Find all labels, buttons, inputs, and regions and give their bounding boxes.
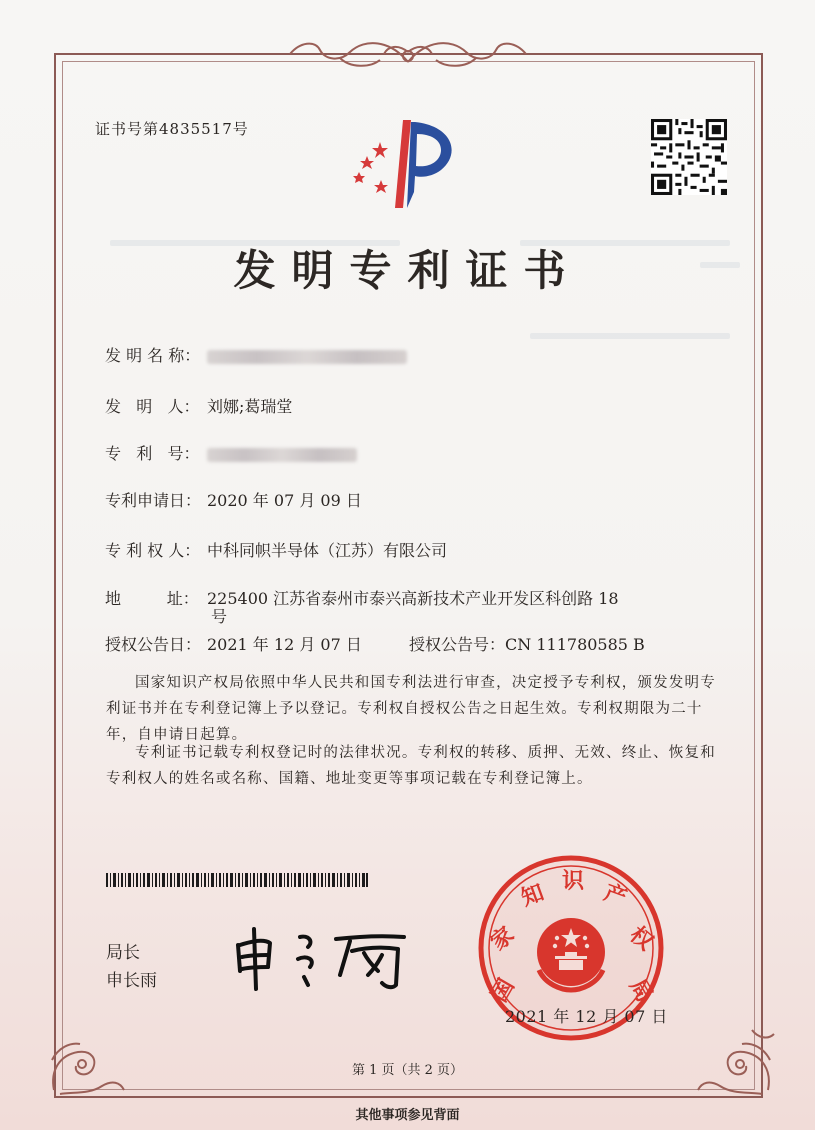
patentee-label: 专 利 权 人：: [105, 541, 201, 560]
publication-number-row: [409, 632, 645, 655]
redacted-patent-number: [207, 448, 357, 462]
cnipa-logo-icon: [345, 112, 470, 212]
inventor-label: 发 明 人：: [105, 397, 200, 416]
top-ornament: [280, 32, 536, 72]
director-title: 局长: [106, 943, 140, 963]
director-name: 申长雨: [106, 971, 157, 991]
filing-date-value: 2020 年 07 月 09 日: [207, 491, 362, 510]
patentee-value: 中科同帜半导体（江苏）有限公司: [207, 541, 448, 560]
publication-number-label: 授权公告号：: [409, 635, 506, 654]
seal-char: 局: [624, 974, 657, 1007]
certificate-title: 发明专利证书: [233, 246, 582, 295]
patent-number-row: [105, 441, 357, 464]
body-paragraph-1: 国家知识产权局依照中华人民共和国专利法进行审查，决定授予专利权，颁发发明专利证书并在专利登记簿上予以登记。专利权自授权公告之日起生效。专利权期限为二十年，自申请日起算。: [106, 675, 716, 743]
invention-name-label: 发 明 名 称：: [105, 346, 201, 365]
bottom-right-ornament: [692, 1010, 782, 1100]
address-value-line2: 号: [211, 607, 228, 626]
seal-char: 识: [561, 869, 585, 894]
address-label: 地 址：: [105, 589, 199, 608]
seal-char: 知: [518, 880, 548, 912]
handwritten-signature: [228, 915, 418, 995]
certificate-number: 证书号第4835517号: [95, 120, 249, 138]
seal-char: 产: [600, 880, 630, 912]
body-paragraph-2: 专利证书记载专利权登记时的法律状况。专利权的转移、质押、无效、终止、恢复和专利权人的姓名或名称、国籍、地址变更等事项记载在专利登记簿上。: [106, 745, 716, 787]
seal-date: 2021 年 12 月 07 日: [505, 1007, 668, 1026]
watermark-line: [530, 333, 730, 339]
patentee-row: [105, 538, 447, 561]
grant-date-value: 2021 年 12 月 07 日: [207, 635, 362, 654]
qr-code: [651, 119, 727, 195]
grant-date-label: 授权公告日：: [105, 635, 202, 654]
redacted-invention-name: [207, 350, 407, 364]
grant-date-row: [105, 632, 362, 655]
invention-name-row: [105, 343, 407, 366]
publication-number-value: CN 111780585 B: [505, 635, 645, 654]
address-row: [105, 586, 619, 609]
seal-char: 国: [487, 974, 520, 1007]
address-value-line1: 225400 江苏省泰州市泰兴高新技术产业开发区科创路 18: [207, 589, 619, 608]
barcode: [106, 873, 368, 887]
filing-date-label: 专利申请日：: [105, 491, 202, 510]
inventor-value: 刘娜;葛瑞堂: [207, 397, 293, 416]
inventor-row: [105, 394, 292, 417]
footer-note: 其他事项参见背面: [355, 1108, 460, 1123]
page-number: 第 1 页（共 2 页）: [351, 1063, 464, 1078]
seal-char: 家: [486, 922, 520, 956]
filing-date-row: [105, 488, 362, 511]
patent-number-label: 专 利 号：: [105, 444, 200, 463]
seal-char: 权: [624, 922, 658, 956]
